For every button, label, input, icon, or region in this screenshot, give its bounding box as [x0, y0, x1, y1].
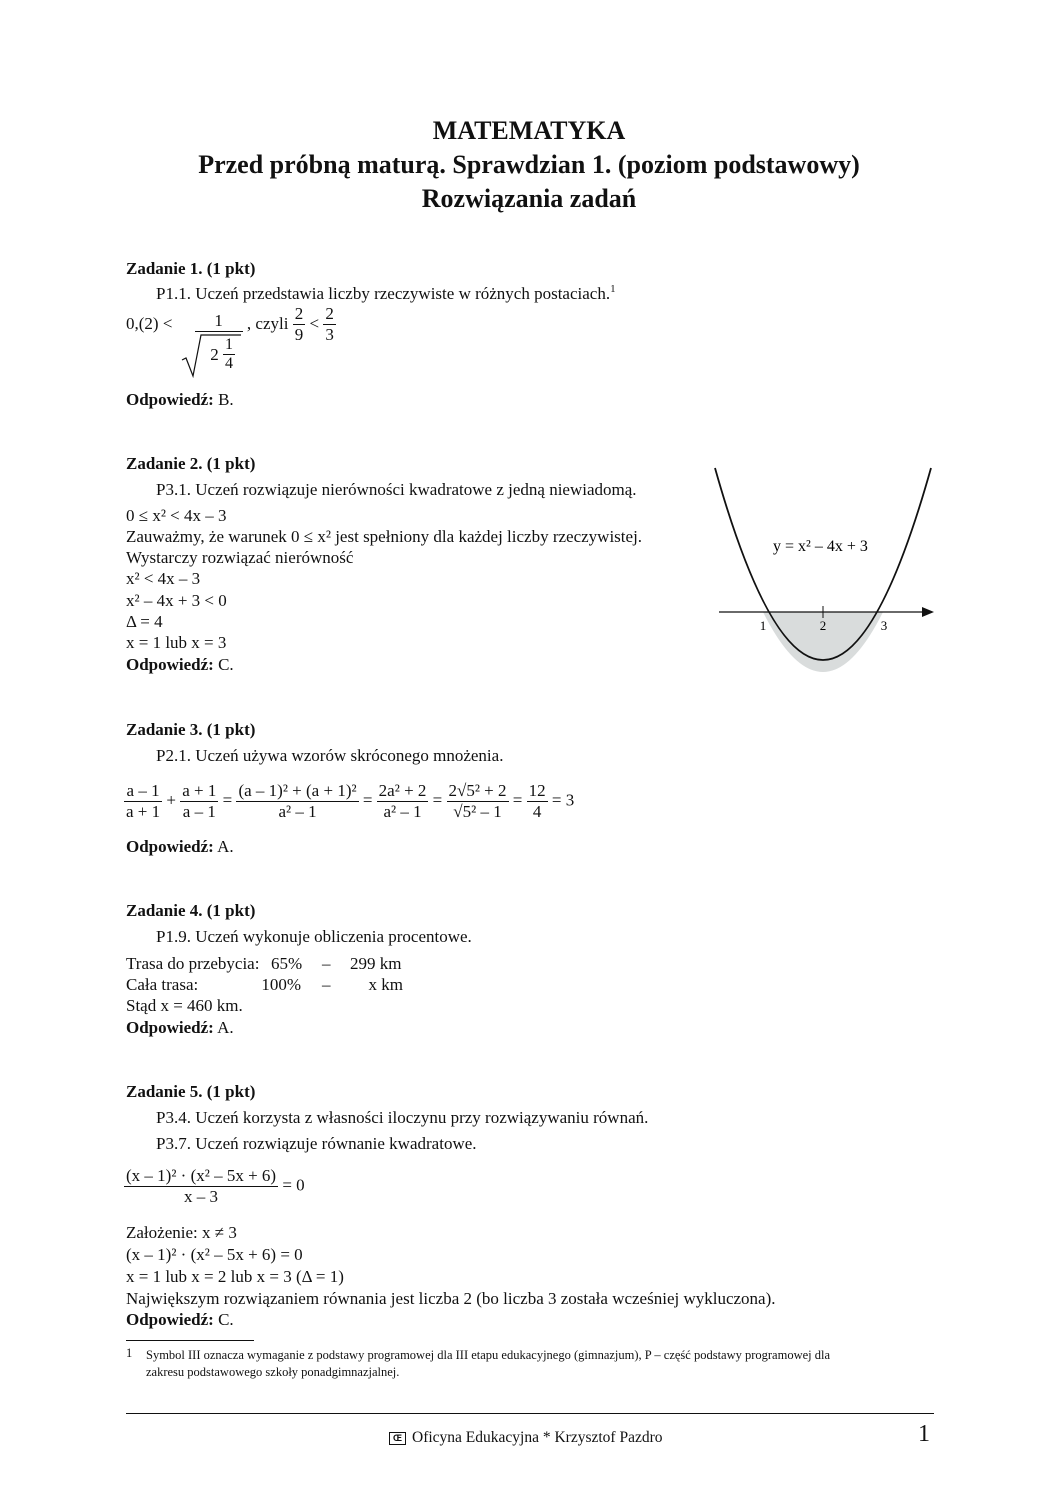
task2-line-6: Δ = 4 — [126, 612, 163, 631]
task5-line-2: (x – 1)² · (x² – 5x + 6) = 0 — [126, 1245, 303, 1264]
task2-heading: Zadanie 2. (1 pkt) — [126, 454, 256, 473]
footnote-ref[interactable]: 1 — [610, 283, 616, 295]
task1-requirement: P1.1. Uczeń przedstawia liczby rzeczywiste w różnych postaciach.$^1$ — [156, 283, 616, 303]
task2-line-1: 0 ≤ x² < 4x – 3 — [126, 506, 227, 525]
tick-label-1: 1 — [759, 618, 767, 633]
tick-label-3: 3 — [880, 618, 888, 633]
task5-answer: Odpowiedź: C. — [126, 1310, 234, 1329]
footnote-divider — [126, 1340, 254, 1341]
task2-requirement: P3.1. Uczeń rozwiązuje nierówności kwadratowe z jedną niewiadomą. — [156, 480, 637, 499]
x-axis-arrow-icon — [922, 607, 934, 617]
task4-row-2-dash: – — [322, 975, 331, 994]
task5-requirement-1: P3.4. Uczeń korzysta z własności iloczynu przy rozwiązywaniu równań. — [156, 1108, 649, 1127]
task4-row-1-val: 299 km — [350, 954, 402, 973]
task4-row-1: Trasa do przebycia: — [126, 954, 260, 973]
task4-row-2: Cała trasa: — [126, 975, 199, 994]
footnote-mark: 1 — [126, 1346, 133, 1360]
task5-heading: Zadanie 5. (1 pkt) — [126, 1082, 256, 1101]
task5-line-1: Założenie: x ≠ 3 — [126, 1223, 237, 1242]
footnote-text: Symbol III oznacza wymaganie z podstawy programowej dla III etapu edukacyjnego (gimnazjum), P – część podstawy programowej dla zakresu podstawowego szkoły ponadgimnazjalnej. — [146, 1348, 831, 1379]
curve-label: y = x² – 4x + 3 — [773, 538, 868, 555]
task4-row-1-pct: 65% — [271, 954, 303, 973]
publisher-logo-icon: Œ — [389, 1432, 406, 1445]
doc-title: MATEMATYKA — [432, 116, 626, 145]
task5-equation: $\frac{\text{(x – 1)² · (x² – 5x + 6)}}{x - 3}$ = 0 — [126, 1166, 305, 1206]
task3-requirement: P2.1. Uczeń używa wzorów skróconego mnożenia. — [156, 746, 504, 765]
task1-expression: 0,(2) < 1 2 $\frac{1}{4}$ , czyli $\frac{2}{9}$ < $\frac{2}{3}$ — [126, 311, 336, 373]
doc-section-title: Rozwiązania zadań — [421, 184, 637, 213]
task5-line-3: x = 1 lub x = 2 lub x = 3 (Δ = 1) — [126, 1267, 344, 1286]
doc-subtitle: Przed próbną maturą. Sprawdzian 1. (poziom podstawowy) — [198, 150, 860, 179]
parabola-graph — [700, 460, 950, 680]
task3-equation: $\frac{a - 1}{a + 1}$ + $\frac{a + 1}{a - 1}$ = $\frac{\text{(a – 1)² + (a + 1)²}}{\text{a² – 1}}$ = $\frac{\text{2a² + 2}}{\text{a² – 1}}$ = $\frac{\text{2√5² + 2}}{\text{√5² – 1}}$ = $\frac{12}{4}$ = 3 — [126, 781, 575, 821]
task2-line-2: Zauważmy, że warunek 0 ≤ x² jest spełniony dla każdej liczby rzeczywistej. — [126, 527, 643, 546]
task5-line-4: Największym rozwiązaniem równania jest liczba 2 (bo liczba 3 została wcześniej wykluczona). — [126, 1289, 776, 1308]
task4-row-2-pct: 100% — [261, 975, 301, 994]
task4-row-1-dash: – — [322, 954, 331, 973]
task2-line-7: x = 1 lub x = 3 — [126, 633, 227, 652]
sqrt-sign-icon — [181, 332, 243, 378]
task4-requirement: P1.9. Uczeń wykonuje obliczenia procentowe. — [156, 927, 472, 946]
task4-answer: Odpowiedź: A. — [126, 1018, 234, 1037]
task4-line-3: Stąd x = 460 km. — [126, 996, 243, 1015]
task2-answer: Odpowiedź: C. — [126, 655, 234, 674]
task4-row-2-val: x km — [368, 975, 403, 994]
footer-divider — [126, 1413, 934, 1414]
task1-answer: Odpowiedź: B. — [126, 390, 234, 409]
task4-heading: Zadanie 4. (1 pkt) — [126, 901, 256, 920]
publisher-name: Oficyna Edukacyjna * Krzysztof Pazdro — [412, 1429, 663, 1446]
task3-heading: Zadanie 3. (1 pkt) — [126, 720, 256, 739]
page-number: 1 — [918, 1421, 930, 1447]
task2-line-5: x² – 4x + 3 < 0 — [126, 591, 227, 610]
task1-heading: Zadanie 1. (1 pkt) — [126, 259, 256, 278]
task1-root-fraction: 1 2 $\frac{1}{4}$ — [181, 311, 243, 373]
tick-label-2: 2 — [819, 618, 827, 633]
task3-answer: Odpowiedź: A. — [126, 837, 234, 856]
task5-requirement-2: P3.7. Uczeń rozwiązuje równanie kwadratowe. — [156, 1134, 477, 1153]
task2-line-4: x² < 4x – 3 — [126, 569, 201, 588]
task2-line-3: Wystarczy rozwiązać nierówność — [126, 548, 354, 567]
